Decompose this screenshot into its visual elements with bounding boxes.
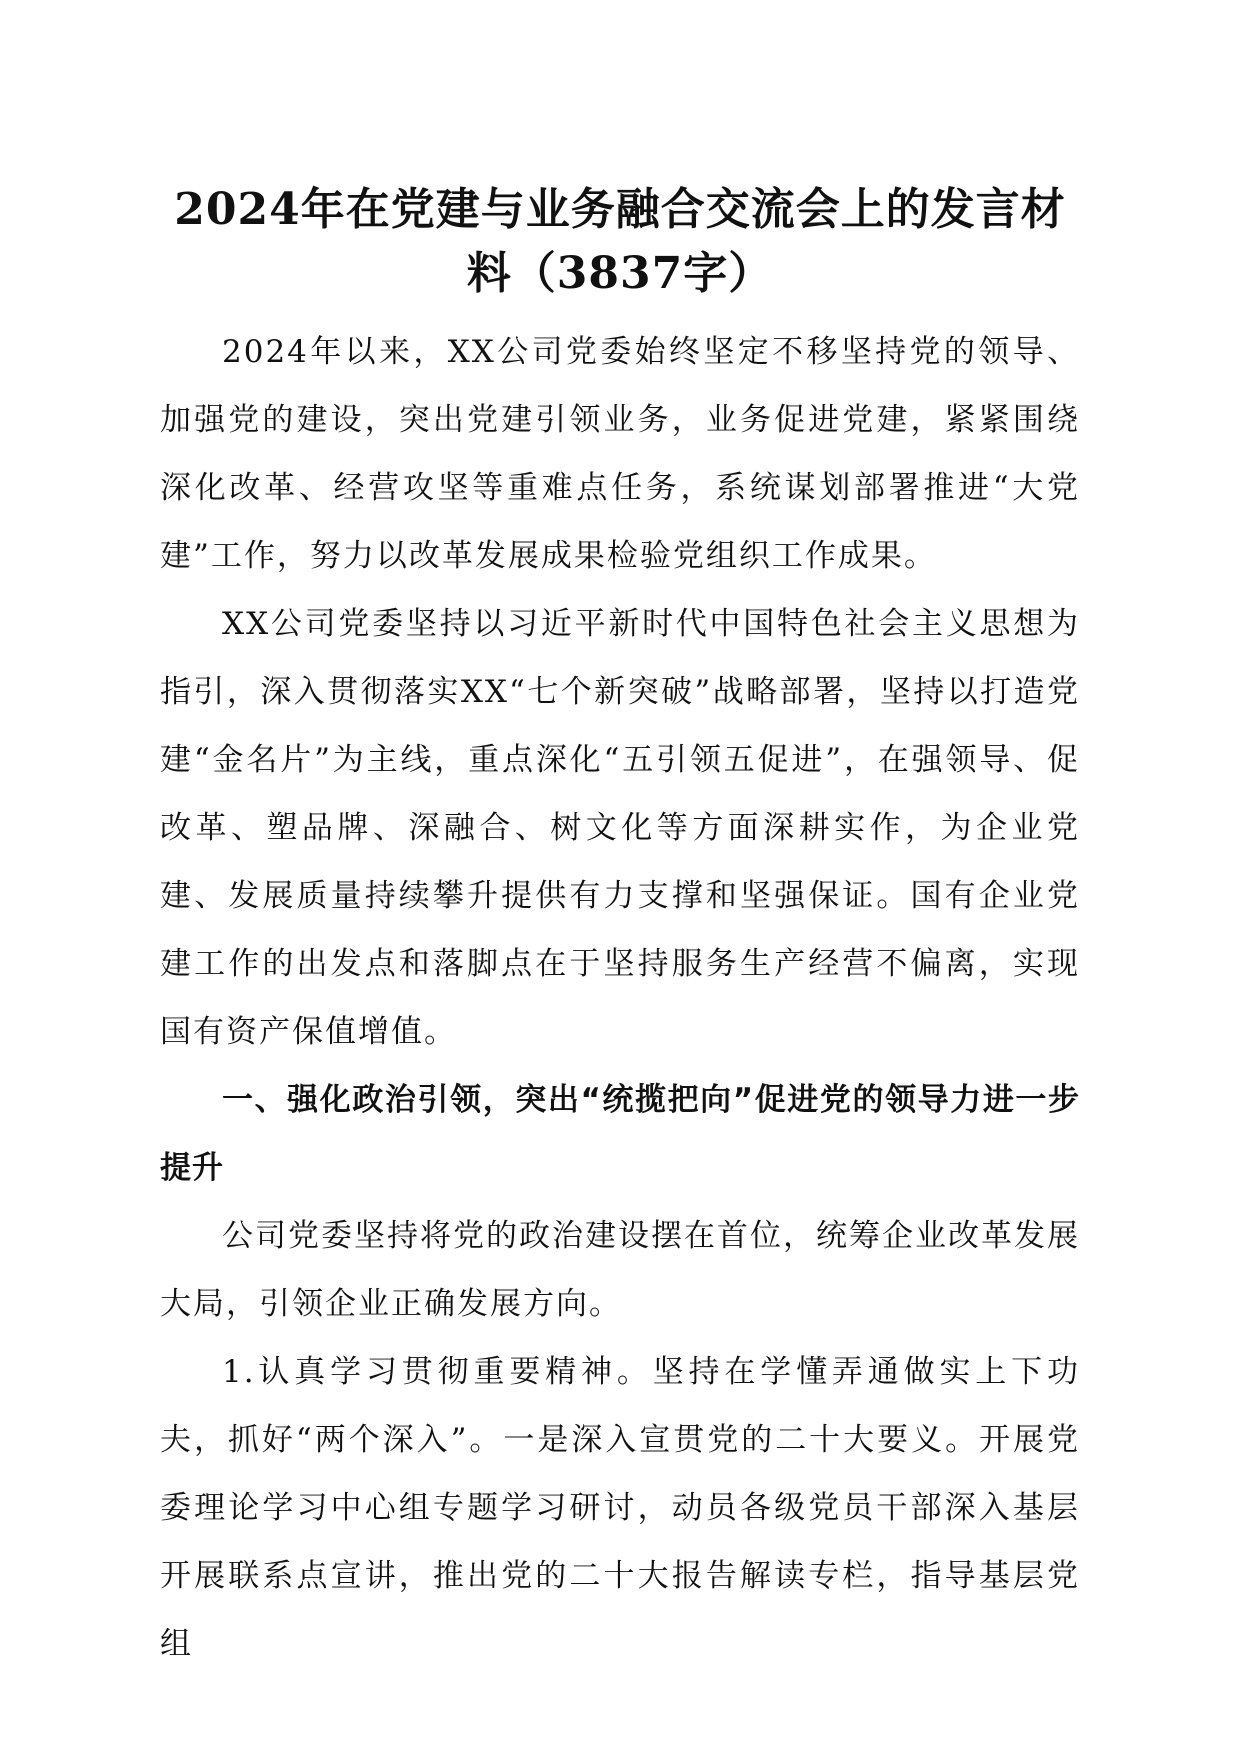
intro-paragraph: 2024年以来，XX公司党委始终坚定不移坚持党的领导、加强党的建设，突出党建引领业务，业务促进党建，紧紧围绕深化改革、经营攻坚等重难点任务，系统谋划部署推进“大党建”工作，努力以改革发展成果检验党组织工作成果。 [160,334,1080,574]
section-heading: 一、强化政治引领，突出“统揽把向”促进党的领导力进一步提升 [160,1082,1080,1186]
study-paragraph: 1.认真学习贯彻重要精神。坚持在学懂弄通做实上下功夫，抓好“两个深入”。一是深入宣贯党的二十大要义。开展党委理论学习中心组专题学习研讨，动员各级党员干部深入基层开展联系点宣讲，推出党的二十大报告解读专栏，指导基层党组 [160,1354,1080,1662]
document-title: 2024年在党建与业务融合交流会上的发言材料（3837字） [174,184,1066,299]
guidance-paragraph: XX公司党委坚持以习近平新时代中国特色社会主义思想为指引，深入贯彻落实XX“七个新突破”战略部署，坚持以打造党建“金名片”为主线，重点深化“五引领五促进”，在强领导、促改革、塑品牌、深融合、树文化等方面深耕实作，为企业党建、发展质量持续攀升提供有力支撑和坚强保证。国有企业党建工作的出发点和落脚点在于坚持服务生产经营不偏离，实现国有资产保值增值。 [160,606,1080,1050]
section-intro-paragraph: 公司党委坚持将党的政治建设摆在首位，统筹企业改革发展大局，引领企业正确发展方向。 [160,1218,1080,1322]
document-body [160,318,1080,1678]
